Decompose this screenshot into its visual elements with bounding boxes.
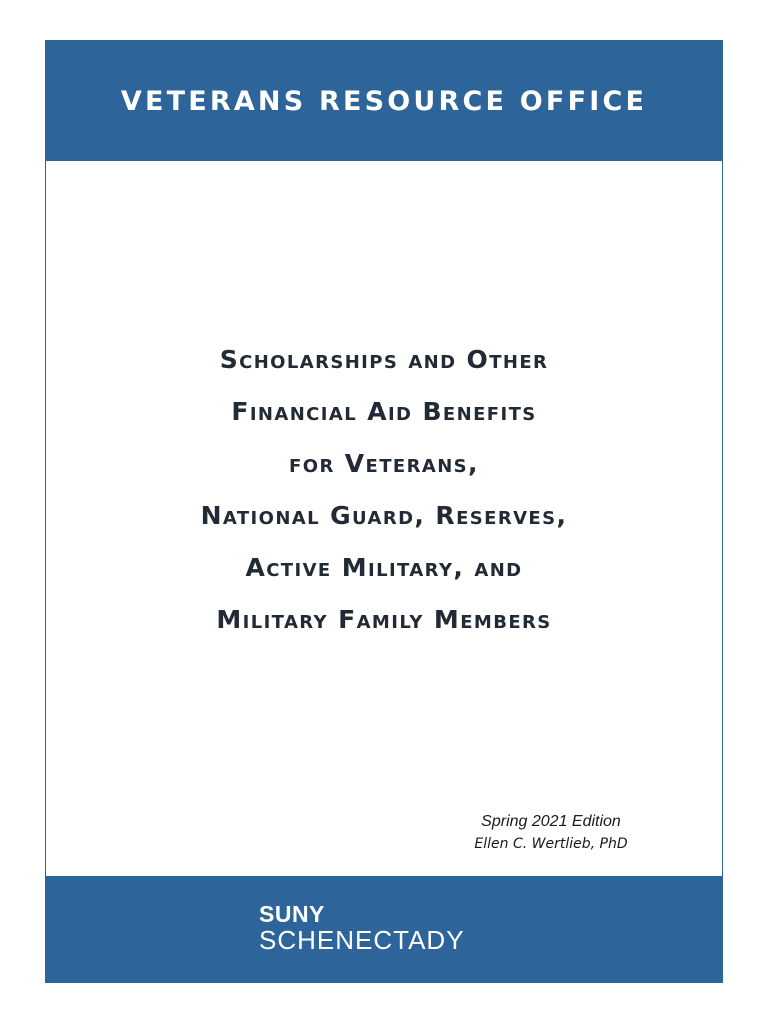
edition-label: Spring 2021 Edition	[481, 813, 621, 830]
suny-schenectady-logo	[259, 902, 465, 954]
author-name: Ellen C. Wertlieb, PhD	[474, 836, 628, 852]
logo-text-suny: SUNY	[259, 901, 325, 927]
logo-text-schenectady: SCHENECTADY	[259, 925, 465, 955]
footer-band	[46, 876, 722, 982]
title-line: National Guard, Reserves,	[200, 501, 568, 530]
edition-info	[426, 811, 676, 855]
header-band	[46, 41, 722, 161]
title-line: Active Military, and	[245, 553, 523, 582]
title-line: Military Family Members	[216, 605, 552, 634]
title-line: Scholarships and Other	[219, 345, 549, 374]
title-line: for Veterans,	[289, 449, 479, 478]
document-title	[46, 334, 722, 646]
document-cover	[45, 40, 723, 983]
office-title: VETERANS RESOURCE OFFICE	[120, 85, 648, 117]
title-line: Financial Aid Benefits	[231, 397, 537, 426]
